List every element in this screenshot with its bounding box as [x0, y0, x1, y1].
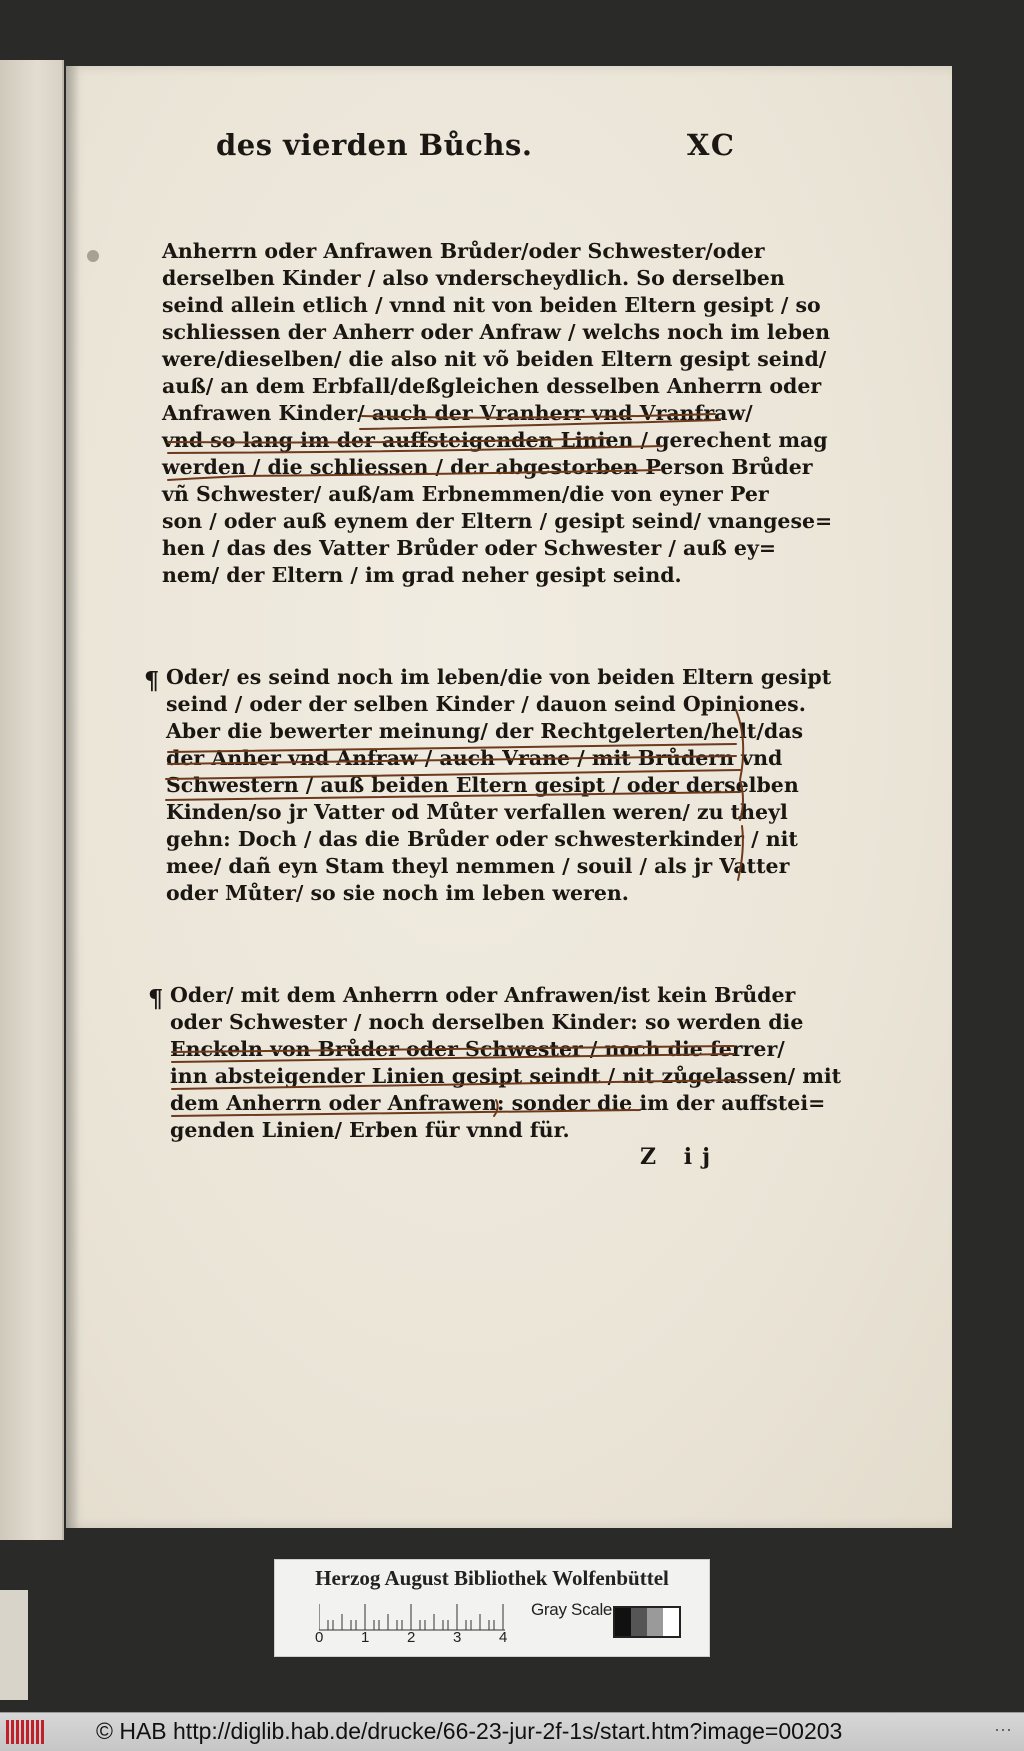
swatch-black	[615, 1608, 631, 1636]
swatch-dark-gray	[631, 1608, 647, 1636]
color-reference-card	[274, 1559, 710, 1657]
text-line: seind / oder der selben Kinder / dauon seind Opiniones.	[166, 692, 806, 716]
text-line: nem/ der Eltern / im grad neher gesipt seind.	[162, 563, 682, 587]
viewer-footer	[0, 1712, 1024, 1751]
text-line: auß/ an dem Erbfall/deßgleichen desselben Anherrn oder	[162, 374, 822, 398]
page-mark-dot	[87, 250, 99, 262]
text-line: Enckeln von Brůder oder Schwester / noch die ferrer/	[170, 1037, 785, 1061]
text-line: derselben Kinder / also vnderscheydlich. So derselben	[162, 266, 785, 290]
running-head-title: des vierden Bůchs.	[216, 128, 533, 162]
ruler-number: 4	[499, 1629, 508, 1646]
text-line: Kinden/so jr Vatter od Můter verfallen weren/ zu theyl	[166, 800, 788, 824]
text-line: oder Schwester / noch derselben Kinder: so werden die	[170, 1010, 804, 1034]
ruler-number: 1	[361, 1629, 370, 1646]
folio-number: XC	[686, 128, 736, 162]
running-head	[216, 128, 736, 168]
text-line: seind allein etlich / vnnd nit von beiden Eltern gesipt / so	[162, 293, 821, 317]
signature-mark: Z ij	[640, 1144, 721, 1170]
text-line: Schwestern / auß beiden Eltern gesipt / oder derselben	[166, 773, 799, 797]
paragraph-1	[162, 238, 833, 589]
text-line: mee/ dañ eyn Stam theyl nemmen / souil / als jr Vatter	[166, 854, 790, 878]
paragraph-2	[166, 664, 832, 907]
hab-logo-icon	[6, 1720, 46, 1744]
text-line: werden / die schliessen / der abgestorben Person Brůder	[162, 455, 813, 479]
text-line: gehn: Doch / das die Brůder oder schwesterkinder / nit	[166, 827, 798, 851]
swatch-white	[663, 1608, 679, 1636]
text-line: Aber die bewerter meinung/ der Rechtgelerten/helt/das	[166, 719, 804, 743]
text-line: der Anher vnd Anfraw / auch Vrane / mit Brůdern vnd	[166, 746, 783, 770]
text-line: were/dieselben/ die also nit võ beiden Eltern gesipt seind/	[162, 347, 827, 371]
text-line: Anfrawen Kinder/ auch der Vranherr vnd Vranfraw/	[162, 401, 753, 425]
text-line: schliessen der Anherr oder Anfraw / welchs noch im leben	[162, 320, 831, 344]
ruler-numbers	[315, 1629, 519, 1649]
ruler-number: 2	[407, 1629, 416, 1646]
text-line: vnd so lang im der auffsteigenden Linien / gerechent mag	[162, 428, 828, 452]
institution-name: Herzog August Bibliothek Wolfenbüttel	[315, 1566, 669, 1590]
text-line: genden Linien/ Erben für vnnd für.	[170, 1118, 570, 1142]
text-line: Oder/ es seind noch im leben/die von beiden Eltern gesipt	[166, 665, 832, 689]
text-line: oder Můter/ so sie noch im leben weren.	[166, 881, 629, 905]
swatch-light-gray	[647, 1608, 663, 1636]
gutter-shadow	[66, 66, 80, 1528]
text-line: dem Anherrn oder Anfrawen: sonder die im der auffstei=	[170, 1091, 826, 1115]
ruler-number: 3	[453, 1629, 462, 1646]
grayscale-label: Gray Scale	[531, 1600, 613, 1619]
text-line: vñ Schwester/ auß/am Erbnemmen/die von eyner Per	[162, 482, 769, 506]
text-line: inn absteigender Linien gesipt seindt / nit zůgelassen/ mit	[170, 1064, 842, 1088]
more-options-icon[interactable]: ···	[994, 1719, 1012, 1739]
ruler-number: 0	[315, 1629, 324, 1646]
text-line: son / oder auß eynem der Eltern / gesipt seind/ vnangese=	[162, 509, 833, 533]
paragraph-3	[170, 982, 842, 1144]
pilcrow-mark: ¶	[148, 984, 164, 1013]
text-line: Anherrn oder Anfrawen Brůder/oder Schwester/oder	[162, 239, 765, 263]
facing-page-edge	[0, 60, 64, 1540]
grayscale-swatch	[613, 1606, 681, 1638]
copyright-url[interactable]: © HAB http://diglib.hab.de/drucke/66-23-jur-2f-1s/start.htm?image=00203	[96, 1718, 843, 1744]
text-line: Oder/ mit dem Anherrn oder Anfrawen/ist kein Brůder	[170, 983, 796, 1007]
facing-page-corner	[0, 1590, 28, 1700]
text-line: hen / das des Vatter Brůder oder Schwester / auß ey=	[162, 536, 777, 560]
pilcrow-mark: ¶	[144, 666, 160, 695]
